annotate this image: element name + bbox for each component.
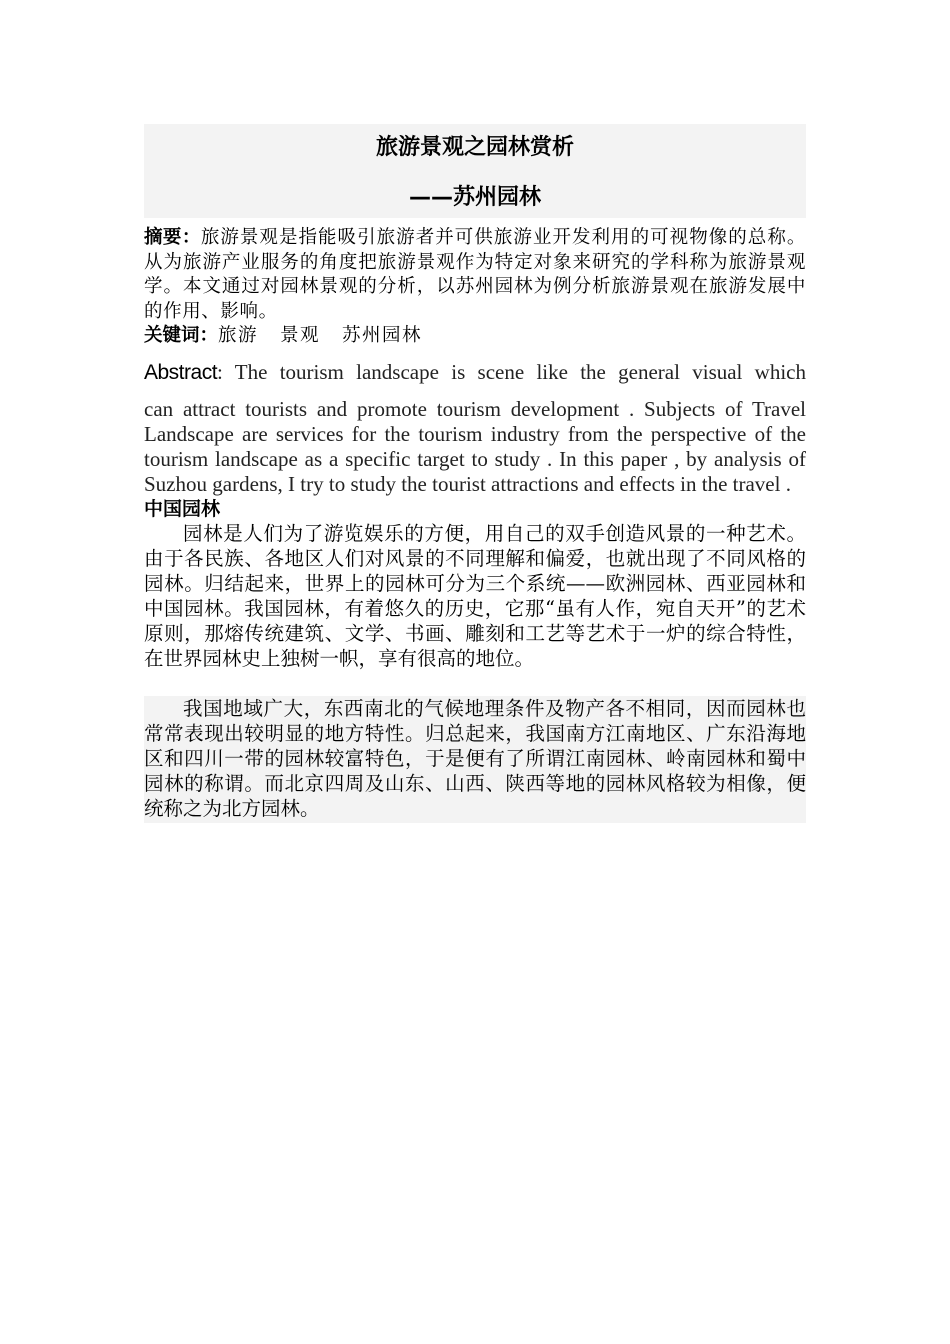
abstract-en-first-text: : The tourism landscape is scene like the general visual which [217,360,806,384]
section-heading: 中国园林 [144,498,221,520]
abstract-en-label: Abstract [144,361,218,384]
english-abstract [144,360,806,497]
document-page [144,124,806,823]
keyword-item: 苏州园林 [342,325,423,346]
abstract-cn-text: 旅游景观是指能吸引旅游者并可供旅游业开发利用的可视物像的总称。从为旅游产业服务的角度把旅游景观作为特定对象来研究的学科称为旅游景观学。本文通过对园林景观的分析，以苏州园林为例分析旅游景观在旅游发展中的作用、影响。 [144,227,806,322]
keywords [144,324,806,348]
chinese-abstract [144,226,806,324]
body-paragraph: 我国地域广大，东西南北的气候地理条件及物产各不相同，因而园林也常常表现出较明显的地方特性。归总起来，我国南方江南地区、广东沿海地区和四川一带的园林较富特色，于是便有了所谓江南园林、岭南园林和蜀中园林的称谓。而北京四周及山东、山西、陕西等地的园林风格较为相像，便统称之为北方园林。 [144,696,806,823]
document-title: 旅游景观之园林赏析 [375,135,574,160]
document-subtitle: ——苏州园林 [408,185,541,210]
keyword-item: 景观 [280,325,321,346]
keywords-label: 关键词： [144,325,219,346]
abstract-en-first-line [144,360,806,385]
abstract-en-text: can attract tourists and promote tourism development . Subjects of Travel Landscape are services for the tourism industry from the perspective of the tourism landscape as a specific target to study . In this paper , by analysis of Suzhou gardens, I try to study the tourist attractions and effects in the travel . [144,397,806,496]
body-paragraph: 园林是人们为了游览娱乐的方便，用自己的双手创造风景的一种艺术。由于各民族、各地区人们对风景的不同理解和偏爱，也就出现了不同风格的园林。归结起来，世界上的园林可分为三个系统——欧洲园林、西亚园林和中国园林。我国园林，有着悠久的历史，它那“虽有人作，宛自天开”的艺术原则，那熔传统建筑、文学、书画、雕刻和工艺等艺术于一炉的综合特性，在世界园林史上独树一帜，享有很高的地位。 [144,522,806,670]
abstract-cn-label: 摘要： [144,227,201,248]
keyword-item: 旅游 [218,325,259,346]
title-block [144,124,806,218]
